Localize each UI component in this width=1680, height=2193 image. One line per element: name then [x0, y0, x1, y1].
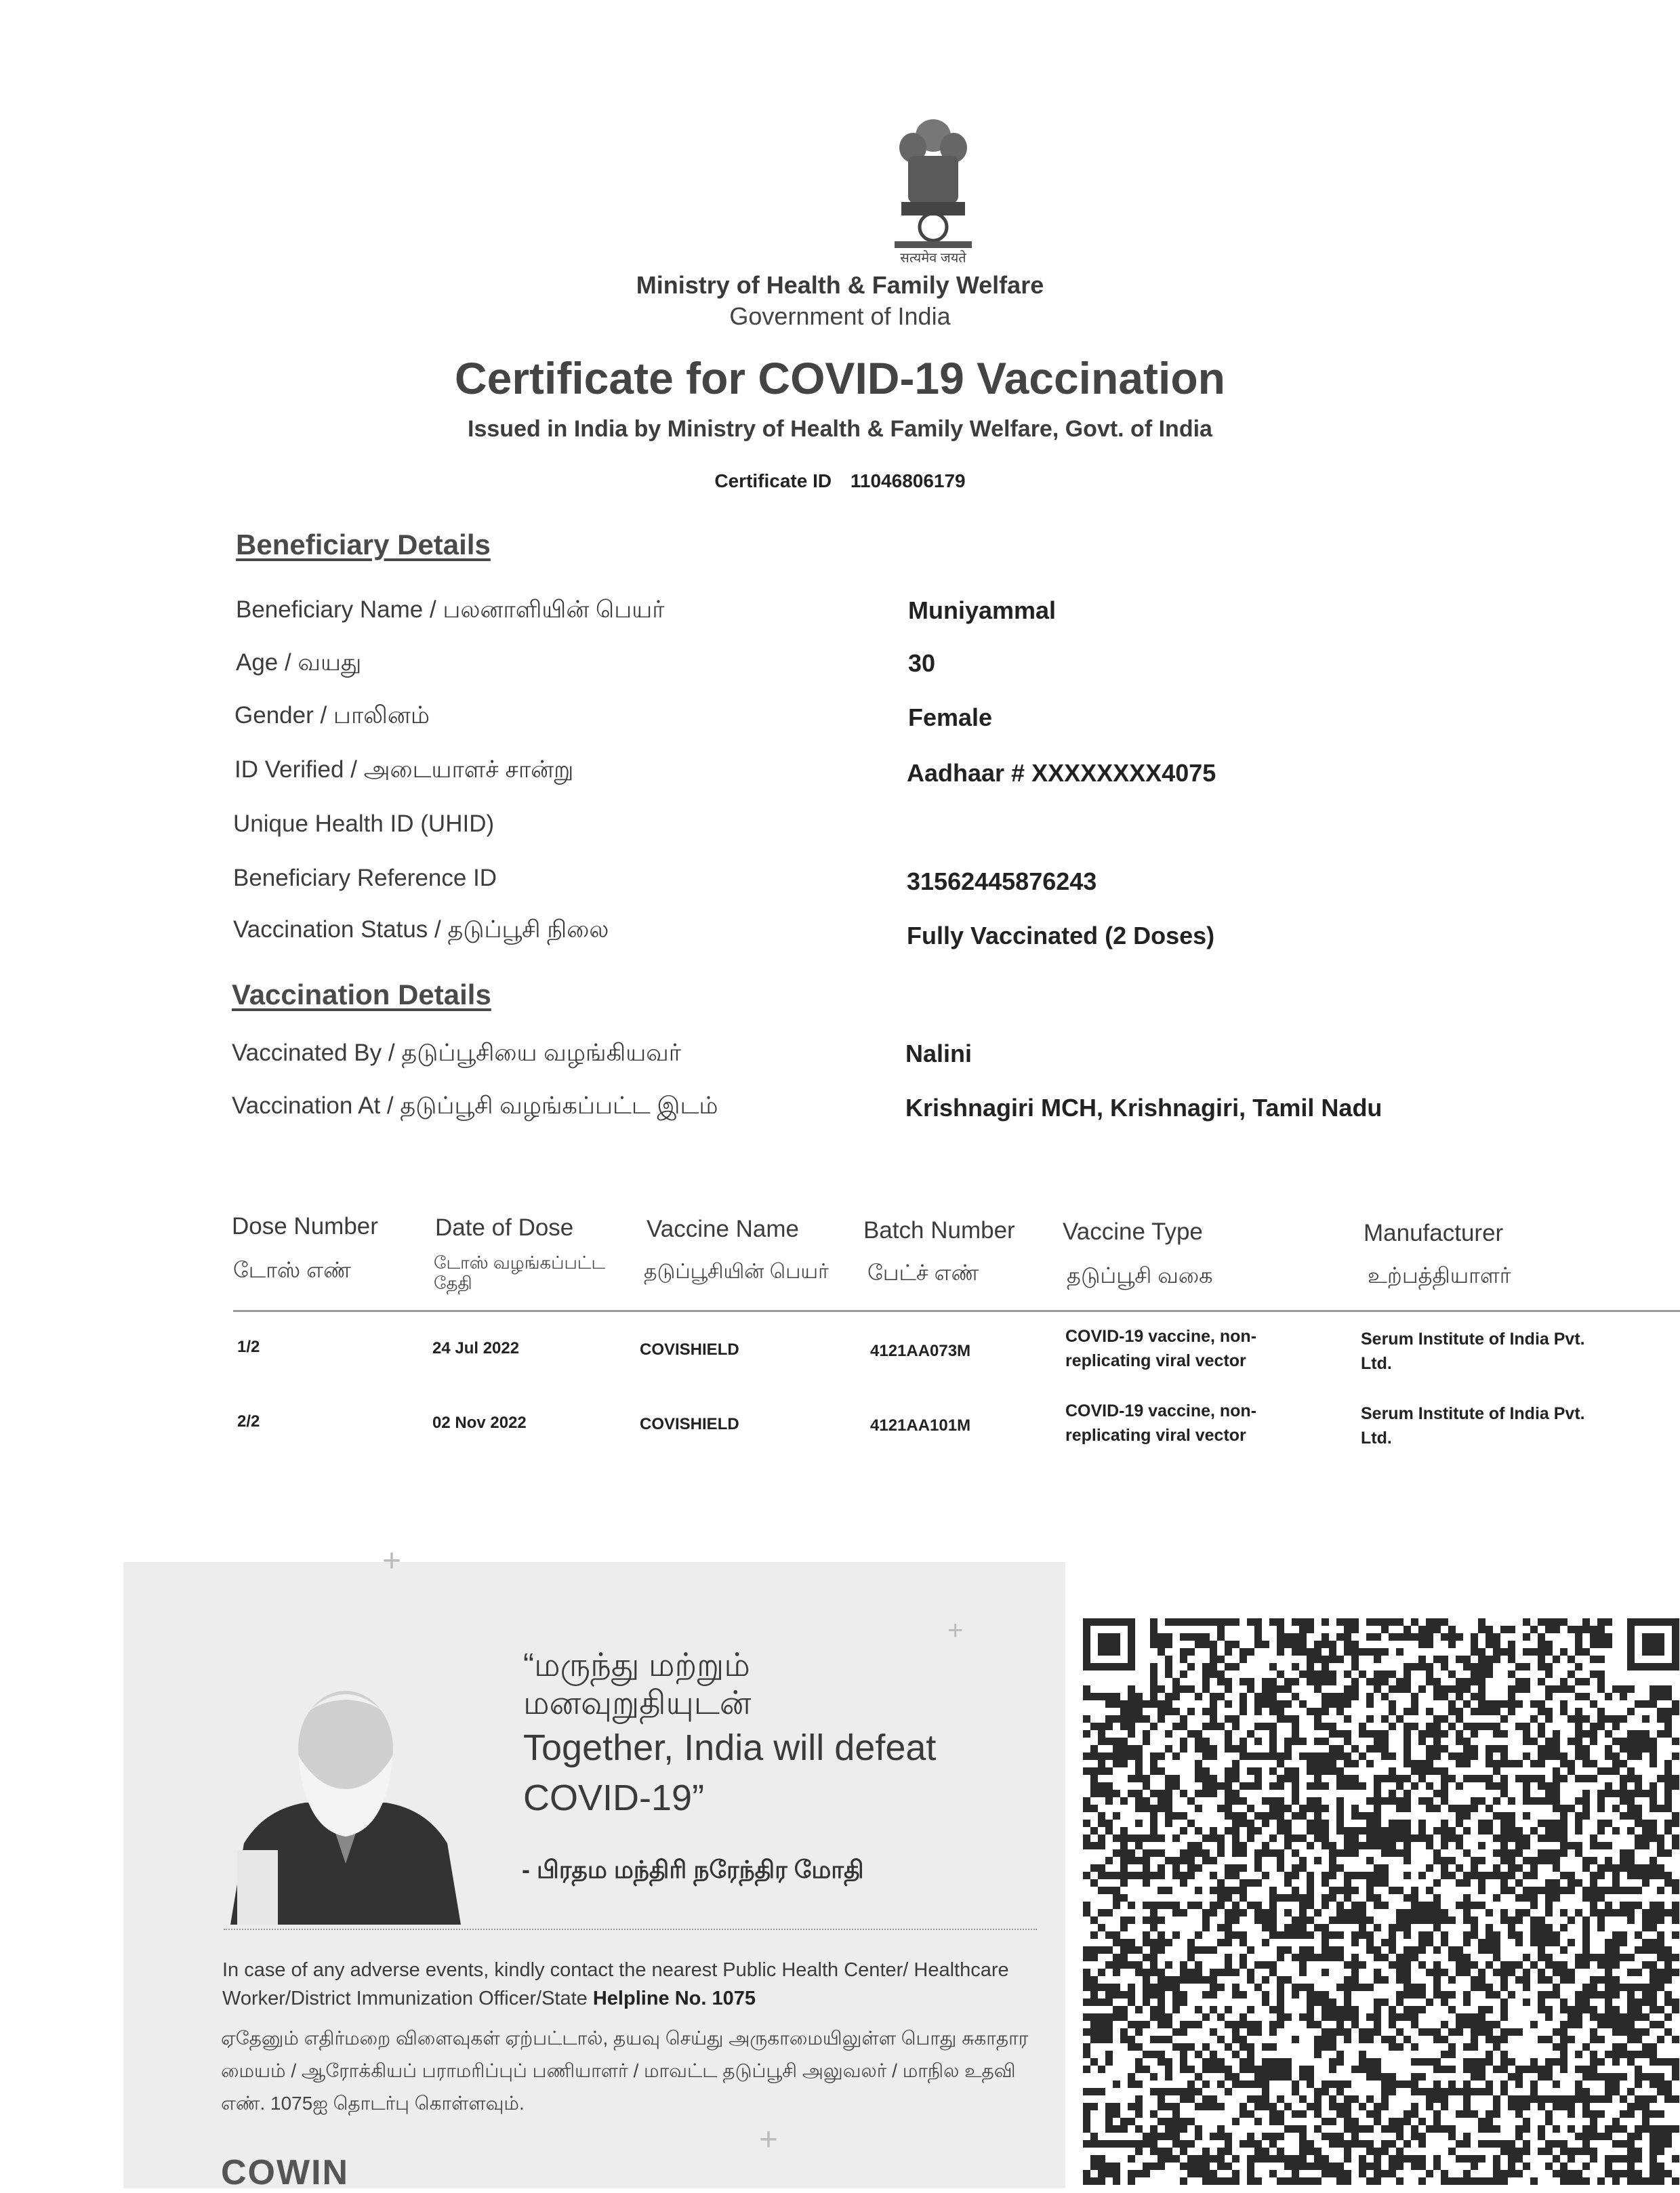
reference-id-label: Beneficiary Reference ID — [233, 865, 497, 891]
row2-date: 02 Nov 2022 — [432, 1414, 527, 1432]
helpline-text: In case of any adverse events, kindly contact the nearest Public Health Center/ Healthcare Worker/District Immunization Officer/State — [222, 1959, 1009, 2009]
quote-ta-line-2: மனவுறுதியுடன் — [523, 1685, 752, 1721]
row1-date: 24 Jul 2022 — [432, 1339, 520, 1357]
helpline-number: Helpline No. 1075 — [592, 1988, 756, 2009]
portrait-photo — [224, 1674, 468, 1925]
qr-finder-pattern — [1083, 1618, 1135, 1671]
col-batch-number: Batch Number — [863, 1217, 1015, 1244]
col-vaccine-name-ta: தடுப்பூசியின் பெயர் — [644, 1261, 829, 1283]
helpline-info — [222, 1956, 1049, 2013]
qr-modules — [1083, 1618, 1679, 2185]
government-name: Government of India — [729, 302, 951, 330]
id-verified-value: Aadhaar # XXXXXXXX4075 — [907, 759, 1216, 787]
uhid-label: Unique Health ID (UHID) — [233, 811, 495, 837]
table-header-divider — [233, 1310, 1680, 1312]
beneficiary-name-value: Muniyammal — [908, 596, 1057, 624]
age-value: 30 — [908, 649, 936, 677]
national-emblem-icon — [889, 115, 977, 251]
row1-vaccine-name: COVISHIELD — [640, 1340, 739, 1359]
certificate-title: Certificate for COVID-19 Vaccination — [455, 353, 1225, 403]
row2-manufacturer: Serum Institute of India Pvt. Ltd. — [1361, 1404, 1585, 1448]
reference-id-value: 31562445876243 — [907, 867, 1097, 895]
helpline-info-ta: ஏதேனும் எதிர்மறை விளைவுகள் ஏற்பட்டால், தயவு செய்து அருகாமையிலுள்ள பொது சுகாதார மையம் / ஆரோக்கியப் பராமரிப்புப் பணியாளர் / மாவட்ட தடுப்பூசி அலுவலர் / மாநில உதவி எண். 1075ஐ தொடர்பு கொள்ளவும். — [221, 2028, 1029, 2114]
quote-ta-line-1: “மருந்து மற்றும் — [523, 1647, 750, 1683]
col-vaccine-type-ta: தடுப்பூசி வகை — [1067, 1263, 1213, 1288]
vaccination-heading: Vaccination Details — [232, 979, 491, 1010]
row1-vaccine-type: COVID-19 vaccine, non-replicating viral vector — [1065, 1327, 1257, 1370]
cowin-logo: COWIN — [221, 2153, 350, 2192]
emblem-motto: सत्यमेव जयते — [900, 251, 966, 266]
vaccination-status-label: Vaccination Status / தடுப்பூசி நிலை — [233, 916, 609, 943]
vaccinated-by-label: Vaccinated By / தடுப்பூசியை வழங்கியவர் — [232, 1040, 682, 1066]
gender-value: Female — [908, 703, 993, 731]
plus-decoration-icon: + — [759, 2122, 779, 2158]
id-verified-label: ID Verified / அடையாளச் சான்று — [234, 756, 574, 783]
qr-finder-pattern — [1627, 1618, 1679, 1671]
vaccination-at-value: Krishnagiri MCH, Krishnagiri, Tamil Nadu — [905, 1094, 1382, 1122]
row2-vaccine-type: COVID-19 vaccine, non-replicating viral vector — [1065, 1401, 1257, 1445]
col-dose-number-ta: டோஸ் எண் — [233, 1258, 351, 1282]
col-vaccine-type: Vaccine Type — [1063, 1218, 1203, 1245]
certificate-subtitle: Issued in India by Ministry of Health & Family Welfare, Govt. of India — [468, 416, 1212, 442]
col-dose-number: Dose Number — [232, 1213, 378, 1239]
dotted-divider — [224, 1929, 1037, 1930]
row2-batch: 4121AA101M — [870, 1416, 971, 1435]
col-batch-number-ta: பேட்ச் எண் — [867, 1261, 979, 1285]
vaccinated-by-value: Nalini — [905, 1040, 972, 1067]
quote-attribution: - பிரதம மந்திரி நரேந்திர மோதி — [522, 1856, 864, 1883]
vaccination-status-value: Fully Vaccinated (2 Doses) — [907, 922, 1215, 949]
plus-decoration-icon: + — [947, 1616, 964, 1645]
col-date-ta: டோஸ் வழங்கப்பட்ட தேதி — [434, 1252, 606, 1293]
age-label: Age / வயது — [236, 649, 362, 676]
certificate-id — [0, 470, 1680, 492]
col-manufacturer-ta: உற்பத்தியாளர் — [1368, 1263, 1511, 1288]
col-manufacturer: Manufacturer — [1364, 1220, 1504, 1246]
pm-quote — [523, 1647, 1038, 1823]
quote-en-line-1: Together, India will defeat — [523, 1727, 937, 1768]
row1-dose: 1/2 — [237, 1338, 260, 1356]
qr-code — [1083, 1618, 1680, 2188]
ministry-name: Ministry of Health & Family Welfare — [636, 271, 1044, 299]
vaccination-at-label: Vaccination At / தடுப்பூசி வழங்கப்பட்ட இடம் — [232, 1092, 718, 1119]
beneficiary-name-label: Beneficiary Name / பலனாளியின் பெயர் — [236, 596, 665, 623]
row2-vaccine-name: COVISHIELD — [640, 1415, 739, 1433]
beneficiary-heading: Beneficiary Details — [236, 529, 491, 560]
row1-manufacturer: Serum Institute of India Pvt. Ltd. — [1361, 1330, 1585, 1373]
row2-dose: 2/2 — [237, 1412, 260, 1431]
certificate-id-value: 11046806179 — [850, 470, 966, 491]
certificate-id-label: Certificate ID — [714, 470, 832, 491]
col-vaccine-name: Vaccine Name — [647, 1216, 800, 1242]
plus-decoration-icon: + — [382, 1543, 402, 1579]
col-date: Date of Dose — [435, 1214, 574, 1241]
quote-en-line-2: COVID-19” — [523, 1778, 705, 1818]
row1-batch: 4121AA073M — [870, 1342, 971, 1360]
gender-label: Gender / பாலினம் — [234, 702, 430, 729]
